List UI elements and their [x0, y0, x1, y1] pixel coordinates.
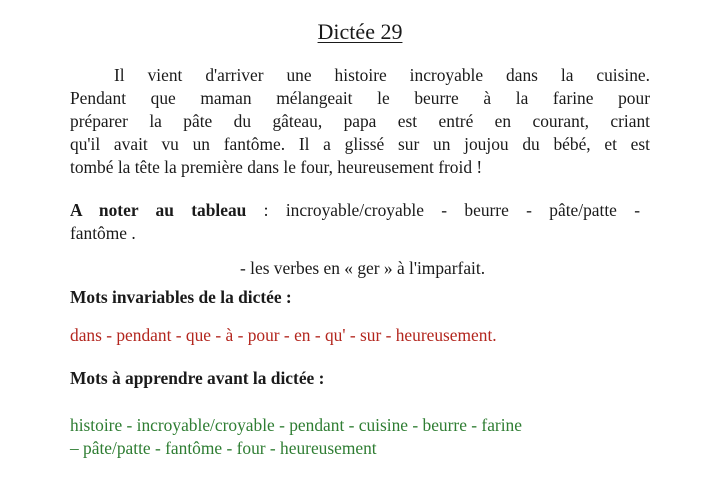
dictation-line: Pendant que maman mélangeait le beurre à la farine pour [70, 88, 650, 108]
board-note-verbs: - les verbes en « ger » à l'imparfait. [240, 258, 486, 278]
invariables-words: dans - pendant - que - à - pour - en - qu' - sur - heureusement. [70, 325, 497, 345]
apprendre-words [70, 414, 642, 460]
invariables-heading: Mots invariables de la dictée : [70, 287, 292, 307]
board-note-words: : incroyable/croyable - beurre - pâte/patte - [246, 200, 640, 220]
dictation-line: Il vient d'arriver une histoire incroyable dans la cuisine. [114, 65, 650, 85]
dictation-text [70, 64, 650, 179]
apprendre-words-line: histoire - incroyable/croyable - pendant - cuisine - beurre - farine [70, 415, 522, 435]
page-title-text: Dictée 29 [317, 19, 403, 44]
board-note [70, 199, 640, 280]
board-note-label: A noter au tableau [70, 200, 247, 220]
dictation-line: qu'il avait vu un fantôme. Il a glissé sur un joujou du bébé, et est [70, 134, 650, 154]
dictation-line: préparer la pâte du gâteau, papa est entré en courant, criant [70, 111, 650, 131]
board-note-line [70, 199, 640, 222]
apprendre-words-line: – pâte/patte - fantôme - four - heureusement [70, 438, 377, 458]
dictation-line: tombé la tête la première dans le four, heureusement froid ! [70, 157, 483, 177]
board-note-line: fantôme . [70, 223, 136, 243]
apprendre-heading: Mots à apprendre avant la dictée : [70, 368, 325, 388]
page-title [0, 18, 720, 46]
